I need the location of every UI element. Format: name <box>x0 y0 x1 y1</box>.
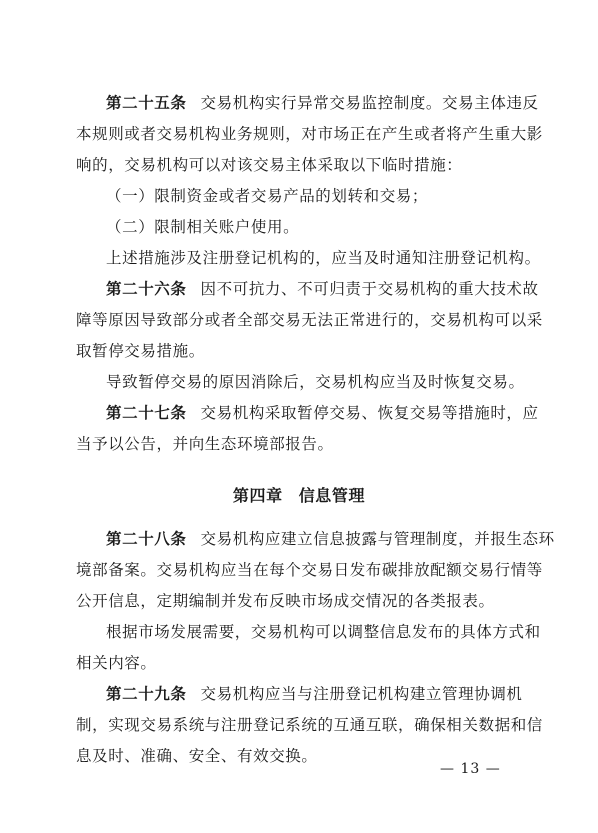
chapter-number: 第四章 <box>232 486 283 505</box>
article-29-line-3: 息及时、准确、安全、有效交换。 <box>76 747 318 765</box>
article-25-item-2: （二）限制相关账户使用。 <box>106 218 300 236</box>
article-29-text-1: 交易机构应当与注册登记机构建立管理协调机 <box>200 685 523 703</box>
article-29-line-1 <box>106 684 566 704</box>
article-26-line-1 <box>106 279 566 299</box>
article-27-text-1: 交易机构采取暂停交易、恢复交易等措施时，应 <box>200 404 539 422</box>
article-25-line-2: 本规则或者交易机构业务规则，对市场正在产生或者将产生重大影 <box>76 125 543 143</box>
article-27-line-1 <box>106 403 566 423</box>
article-25-line-1 <box>106 93 566 113</box>
article-25-line-3: 响的，交易机构可以对该交易主体采取以下临时措施： <box>76 156 463 174</box>
article-28-line-3: 公开信息，定期编制并发布反映市场成交情况的各类报表。 <box>76 592 495 610</box>
article-29-number: 第二十九条 <box>106 685 187 703</box>
article-28-text-1: 交易机构应建立信息披露与管理制度，并报生态环 <box>200 530 555 548</box>
chapter-heading <box>0 486 598 506</box>
article-26-line-4: 导致暂停交易的原因消除后，交易机构应当及时恢复交易。 <box>106 373 525 391</box>
article-28-line-1 <box>106 529 566 549</box>
page-number: — 13 — <box>440 761 501 777</box>
article-26-line-3: 取暂停交易措施。 <box>76 342 205 360</box>
article-29-line-2: 制，实现交易系统与注册登记系统的互通互联，确保相关数据和信 <box>76 716 543 734</box>
article-28-number: 第二十八条 <box>106 530 187 548</box>
article-25-line-6: 上述措施涉及注册登记机构的，应当及时通知注册登记机构。 <box>106 249 541 267</box>
article-28-line-2: 境部备案。交易机构应当在每个交易日发布碳排放配额交易行情等 <box>76 561 543 579</box>
article-27-line-2: 当予以公告，并向生态环境部报告。 <box>76 435 334 453</box>
article-26-number: 第二十六条 <box>106 280 187 298</box>
article-25-number: 第二十五条 <box>106 94 187 112</box>
article-25-text-1: 交易机构实行异常交易监控制度。交易主体违反 <box>200 94 539 112</box>
article-27-number: 第二十七条 <box>106 404 187 422</box>
article-28-line-5: 相关内容。 <box>76 654 157 672</box>
article-28-line-4: 根据市场发展需要，交易机构可以调整信息发布的具体方式和 <box>106 623 541 641</box>
chapter-title: 信息管理 <box>298 486 366 505</box>
article-25-item-1: （一）限制资金或者交易产品的划转和交易； <box>106 187 429 205</box>
article-26-text-1: 因不可抗力、不可归责于交易机构的重大技术故 <box>200 280 539 298</box>
article-26-line-2: 障等原因导致部分或者全部交易无法正常进行的，交易机构可以采 <box>76 311 543 329</box>
